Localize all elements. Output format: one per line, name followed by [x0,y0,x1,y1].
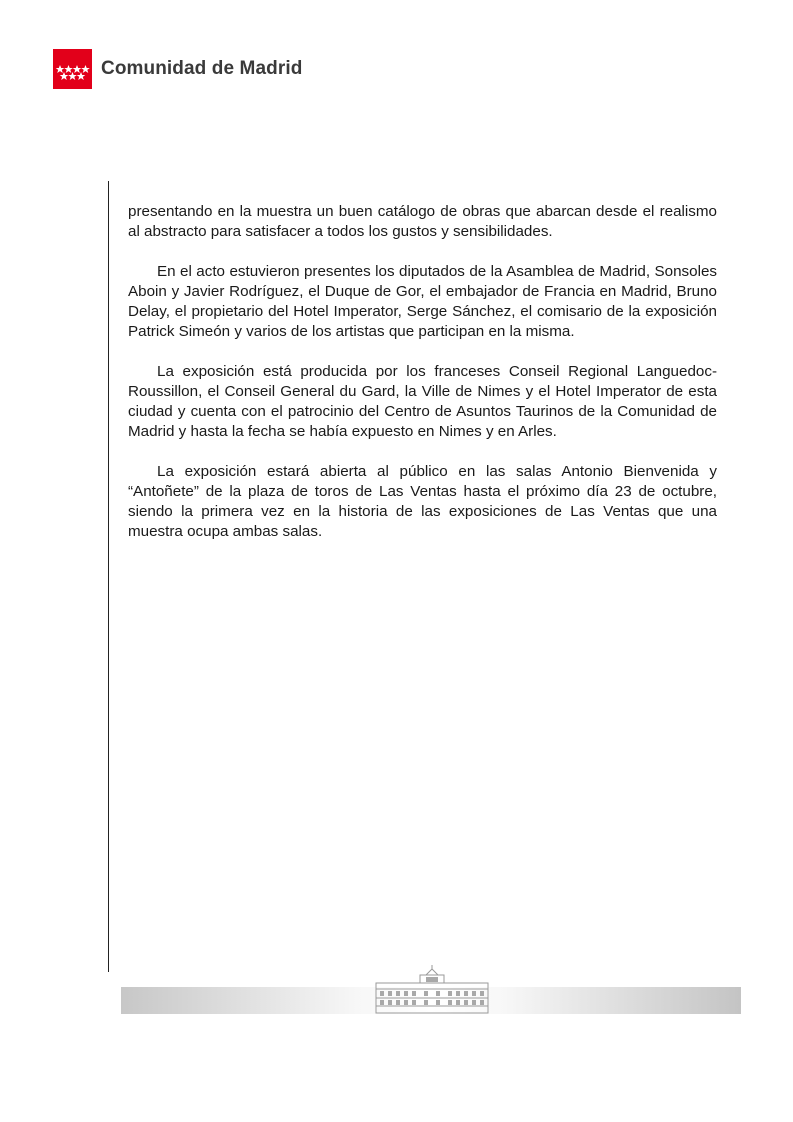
comunidad-de-madrid-logo [53,49,302,89]
building-facade-icon [372,965,492,1015]
logo-wordmark: Comunidad de Madrid [101,58,303,79]
paragraph-3: La exposición está producida por los franceses Conseil Regional Languedoc-Roussillon, el Conseil General du Gard, la Ville de Nimes y el Hotel Imperator de esta ciudad y cuenta con el patrocinio del Centro de Asuntos Taurinos de la Comunidad de Madrid y hasta la fecha se había expuesto en Nimes y en Arles. [128,363,717,440]
paragraph-1: presentando en la muestra un buen catálogo de obras que abarcan desde el realismo al abstracto para satisfacer a todos los gustos y sensibilidades. [128,203,717,240]
paragraph-4: La exposición estará abierta al público en las salas Antonio Bienvenida y “Antoñete” de la plaza de toros de Las Ventas hasta el próximo día 23 de octubre, siendo la primera vez en la historia de las exposiciones de Las Ventas que una muestra ocupa ambas salas. [128,463,717,540]
document-body [128,202,717,562]
margin-rule [108,181,109,972]
stars-icon [53,49,92,89]
madrid-flag-icon [53,49,92,89]
paragraph-2: En el acto estuvieron presentes los diputados de la Asamblea de Madrid, Sonsoles Aboin y Javier Rodríguez, el Duque de Gor, el embajador de Francia en Madrid, Bruno Delay, el propietario del Hotel Imperator, Serge Sánchez, el comisario de la exposición Patrick Simeón y varios de los artistas que participan en la misma. [128,263,717,340]
